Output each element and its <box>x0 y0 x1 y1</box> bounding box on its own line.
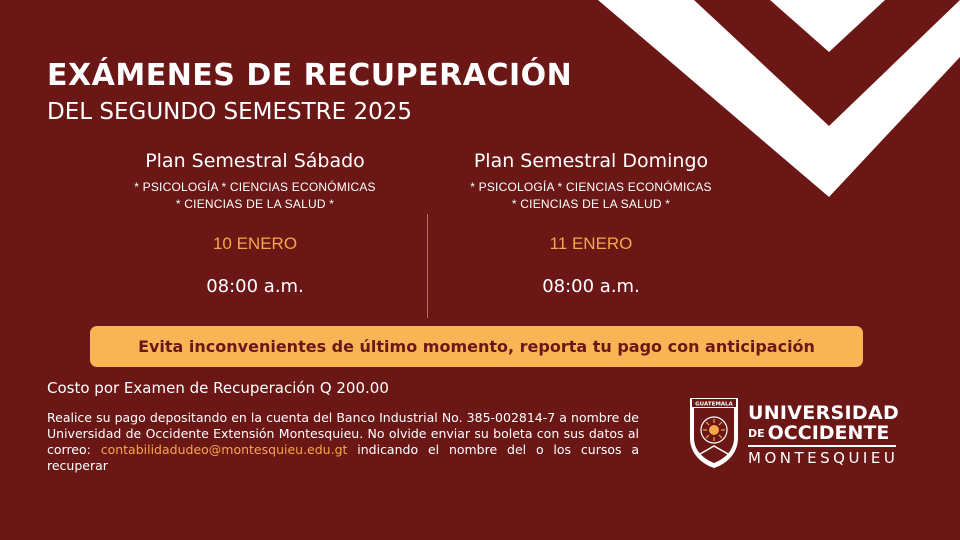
instructions-text: Realice su pago depositando en la cuenta del Banco Industrial No. 385-002814-7 a nombre de Universidad de Occidente Extensión Montesquieu. No olvide enviar su boleta con sus datos al correo: <box>47 410 639 457</box>
payment-instructions <box>47 410 639 474</box>
page-title: EXÁMENES DE RECUPERACIÓN <box>47 58 573 93</box>
faculties-line: * CIENCIAS DE LA SALUD * <box>511 197 671 211</box>
plan-faculties <box>421 179 761 213</box>
university-logo <box>686 394 901 474</box>
notice-banner <box>90 326 863 367</box>
plan-faculties <box>85 179 425 213</box>
logo-text-montesquieu: MONTESQUIEU <box>748 449 899 467</box>
plan-date: 11 ENERO <box>549 234 633 253</box>
plan-time: 08:00 a.m. <box>542 276 640 297</box>
plan-date: 10 ENERO <box>212 234 298 253</box>
faculties-line: * PSICOLOGÍA * CIENCIAS ECONÓMICAS <box>134 180 376 194</box>
contact-email-link[interactable]: contabilidadudeo@montesquieu.edu.gt <box>100 442 348 457</box>
cost-text: Costo por Examen de Recuperación Q 200.00 <box>47 379 389 397</box>
svg-text:GUATEMALA: GUATEMALA <box>695 401 733 408</box>
plan-title: Plan Semestral Sábado <box>145 150 365 172</box>
faculties-line: * CIENCIAS DE LA SALUD * <box>175 197 335 211</box>
logo-divider <box>748 445 896 447</box>
instructions-text-end: indicando el nombre del o los cursos a recuperar <box>47 442 640 473</box>
faculties-line: * PSICOLOGÍA * CIENCIAS ECONÓMICAS <box>470 180 712 194</box>
university-shield-icon <box>686 394 742 470</box>
plan-saturday <box>85 150 425 297</box>
plan-sunday <box>421 150 761 297</box>
plan-title: Plan Semestral Domingo <box>473 150 709 172</box>
logo-text-occidente: DE OCCIDENTE <box>748 422 890 444</box>
plan-time: 08:00 a.m. <box>206 276 304 297</box>
notice-banner-text: Evita inconvenientes de último momento, reporta tu pago con anticipación <box>138 337 815 356</box>
page-subtitle: DEL SEGUNDO SEMESTRE 2025 <box>47 99 413 125</box>
logo-text-universidad: UNIVERSIDAD <box>748 402 900 424</box>
